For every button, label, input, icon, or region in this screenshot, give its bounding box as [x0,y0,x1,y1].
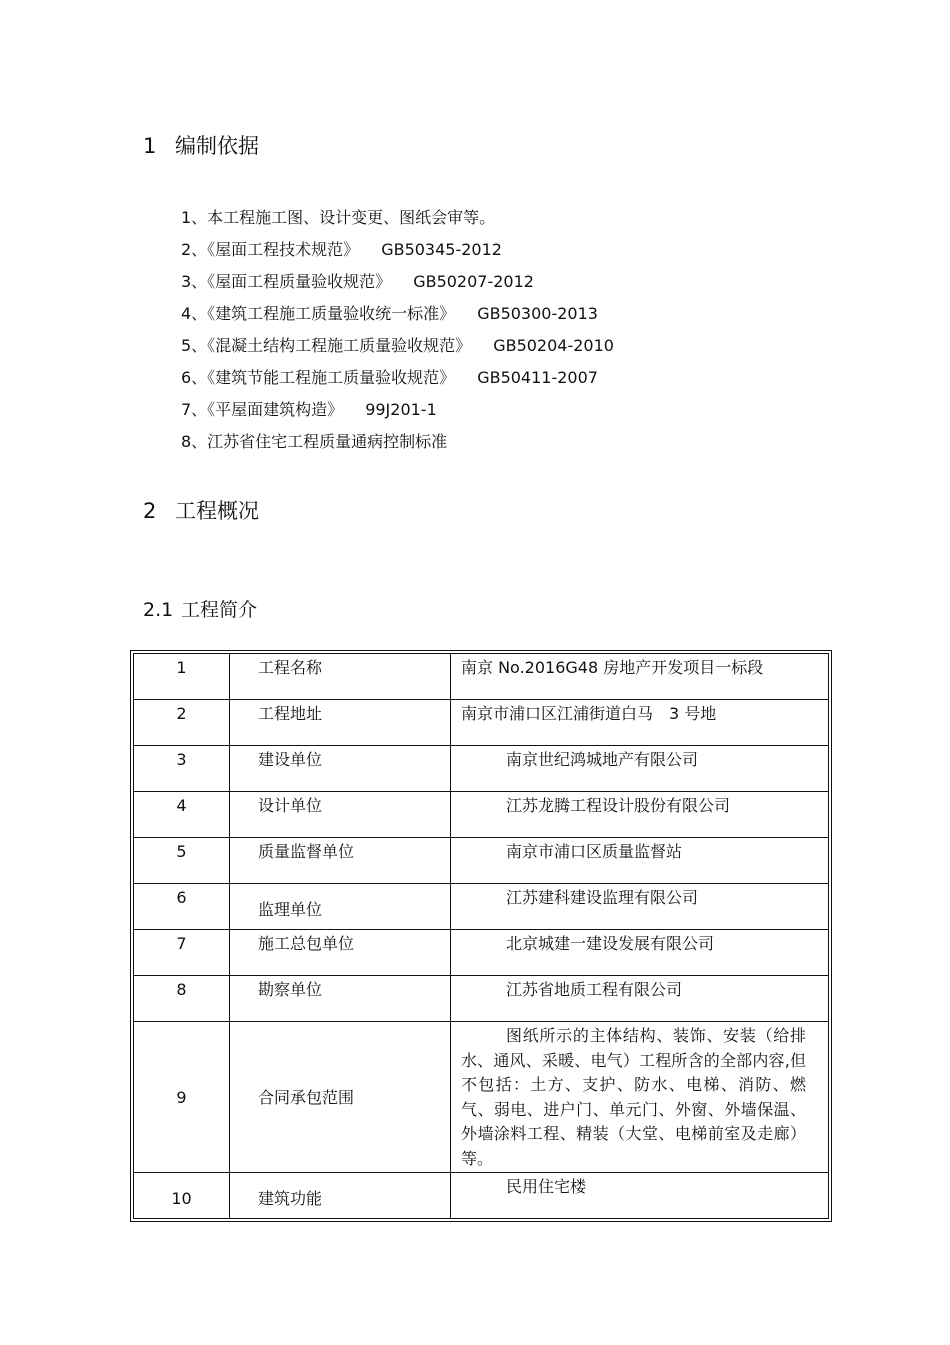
row-item: 设计单位 [230,792,451,838]
row-value-cell [451,930,829,976]
row-value: 南京世纪鸿城地产有限公司 [506,750,699,769]
row-value-cell [451,792,829,838]
row-value: 南京市浦口区质量监督站 [506,842,683,861]
row-number: 1 [134,654,230,700]
row-item: 合同承包范围 [230,1022,451,1173]
section-title: 编制依据 [175,134,259,158]
table-row [134,792,829,838]
row-item: 勘察单位 [230,976,451,1022]
table-row [134,884,829,930]
reference-item [181,362,614,394]
row-value: 南京市浦口区江浦街道白马 3 号地 [451,700,829,746]
row-number: 6 [134,884,230,930]
row-item: 建设单位 [230,746,451,792]
reference-list [181,202,614,458]
row-item: 工程地址 [230,700,451,746]
contract-scope-text [451,1022,828,1171]
row-value-cell [451,838,829,884]
section-number: 2 [143,499,157,523]
row-value: 北京城建一建设发展有限公司 [506,934,715,953]
table-row [134,1022,829,1173]
reference-code: 99J201-1 [365,400,437,419]
project-overview-table [130,650,832,1222]
reference-code: GB50345-2012 [381,240,502,259]
table-row [134,838,829,884]
row-value-cell [451,746,829,792]
reference-text: 3、《屋面工程质量验收规范》 [181,272,392,291]
reference-text: 5、《混凝土结构工程施工质量验收规范》 [181,336,472,355]
row-number: 2 [134,700,230,746]
reference-text: 2、《屋面工程技术规范》 [181,240,360,259]
row-value-cell [451,1022,829,1173]
row-number: 4 [134,792,230,838]
row-item: 施工总包单位 [230,930,451,976]
table-row [134,700,829,746]
row-number: 10 [134,1173,230,1219]
row-number: 5 [134,838,230,884]
reference-text: 1、本工程施工图、设计变更、图纸会审等。 [181,208,496,227]
table-row [134,976,829,1022]
reference-text: 7、《平屋面建筑构造》 [181,400,344,419]
section-number: 1 [143,134,157,158]
section-1-heading [143,130,259,160]
section-2-1-heading [143,595,257,622]
reference-code: GB50300-2013 [477,304,598,323]
row-number: 9 [134,1022,230,1173]
section-title: 工程简介 [181,599,258,621]
row-value: 民用住宅楼 [506,1177,587,1196]
reference-item [181,298,614,330]
section-number: 2.1 [143,599,174,621]
reference-text: 8、江苏省住宅工程质量通病控制标准 [181,432,448,451]
reference-item [181,426,614,458]
row-number: 3 [134,746,230,792]
row-item: 质量监督单位 [230,838,451,884]
row-value-cell [451,884,829,930]
reference-text: 6、《建筑节能工程施工质量验收规范》 [181,368,456,387]
reference-item [181,330,614,362]
row-value-cell [451,1173,829,1219]
row-value: 南京 No.2016G48 房地产开发项目一标段 [451,654,829,700]
reference-code: GB50204-2010 [493,336,614,355]
table-row [134,654,829,700]
section-2-heading [143,495,259,525]
row-value: 图纸所示的主体结构、装饰、安装（给排水、通风、采暖、电气）工程所含的全部内容,但不包括：土方、支护、防水、电梯、消防、燃气、弱电、进户门、单元门、外窗、外墙保温、外墙涂料工程、精装（大堂、电梯前室及走廊）等。 [461,1026,806,1168]
row-value: 江苏龙腾工程设计股份有限公司 [506,796,731,815]
reference-item [181,266,614,298]
row-item: 监理单位 [230,884,451,930]
reference-item [181,202,614,234]
reference-code: GB50411-2007 [477,368,598,387]
row-number: 8 [134,976,230,1022]
section-title: 工程概况 [175,499,259,523]
table-row [134,1173,829,1219]
row-value: 江苏省地质工程有限公司 [506,980,683,999]
row-item: 工程名称 [230,654,451,700]
row-number: 7 [134,930,230,976]
table-row [134,930,829,976]
reference-text: 4、《建筑工程施工质量验收统一标准》 [181,304,456,323]
reference-item [181,234,614,266]
row-item: 建筑功能 [230,1173,451,1219]
reference-code: GB50207-2012 [413,272,534,291]
table-row [134,746,829,792]
row-value: 江苏建科建设监理有限公司 [506,888,699,907]
reference-item [181,394,614,426]
row-value-cell [451,976,829,1022]
